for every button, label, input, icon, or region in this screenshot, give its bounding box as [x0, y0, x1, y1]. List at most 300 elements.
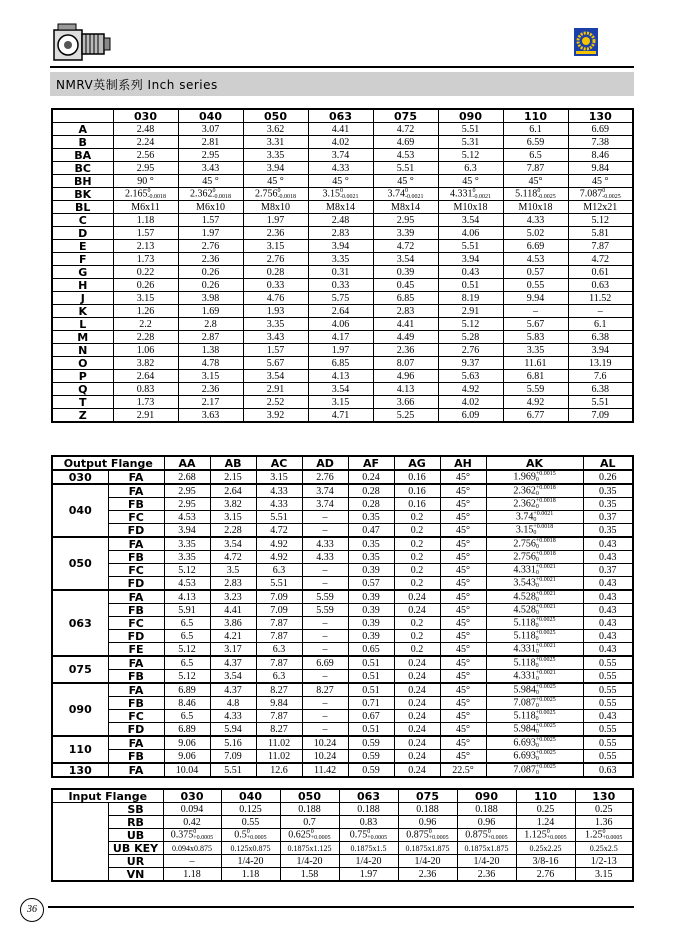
table-cell: 5.28 — [438, 331, 503, 344]
table-cell: 5.59 — [302, 604, 348, 617]
table-row — [52, 162, 633, 175]
table-cell: 0.24 — [394, 670, 440, 684]
table-row — [52, 470, 633, 484]
table-cell: 7.38 — [568, 136, 633, 149]
table-cell: 0.1875x1.875 — [457, 842, 516, 855]
table-cell: 2.83 — [308, 227, 373, 240]
table-cell: 45 ° — [178, 175, 243, 188]
row-label: SB — [108, 803, 163, 816]
row-label: BA — [52, 149, 113, 162]
table-cell: 4.69 — [373, 136, 438, 149]
table-cell: 0.39 — [373, 266, 438, 279]
tolerance-upper: +0.0021 — [535, 564, 556, 570]
table-cell: 4.72 — [256, 524, 302, 538]
company-logo-icon — [574, 28, 598, 56]
flange-label: FC — [108, 511, 164, 524]
size-group-label: 040 — [52, 484, 108, 537]
table-cell: 3.15 — [256, 470, 302, 484]
table-cell: – — [302, 710, 348, 723]
table-cell: 0.25 — [575, 803, 633, 816]
tolerance-upper: +0.0018 — [535, 498, 556, 504]
table-cell: 12.6 — [256, 763, 302, 777]
table-cell: 45 ° — [438, 175, 503, 188]
size-group-label: 030 — [52, 470, 108, 484]
tolerance — [536, 471, 556, 483]
table-row — [52, 551, 633, 564]
table-cell — [568, 188, 633, 201]
tolerance-upper: +0.0018 — [535, 538, 556, 544]
tolerance-upper: 0 — [405, 188, 408, 194]
column-header: 063 — [339, 789, 398, 803]
table-cell: 1.36 — [575, 816, 633, 829]
value-main: 0.625 — [288, 829, 311, 841]
table-cell: 1.18 — [221, 868, 280, 882]
table-cell: 5.51 — [373, 162, 438, 175]
table-cell: 3.63 — [178, 409, 243, 423]
table-cell: 4.8 — [210, 697, 256, 710]
table-cell: 0.51 — [438, 279, 503, 292]
table-cell: 2.36 — [178, 253, 243, 266]
table-cell — [486, 524, 583, 538]
column-header: AK — [486, 456, 583, 470]
table-cell: 7.09 — [256, 604, 302, 617]
tolerance-lower: -0.0021 — [405, 194, 424, 200]
table-cell: 4.33 — [302, 551, 348, 564]
row-label: BC — [52, 162, 113, 175]
table-cell: 4.71 — [308, 409, 373, 423]
tolerance-upper: +0.0021 — [535, 643, 556, 649]
table-cell: 4.92 — [438, 383, 503, 396]
value-main: 4.331 — [513, 643, 536, 655]
table-cell: 0.43 — [583, 643, 633, 657]
table-cell: 45° — [440, 577, 486, 591]
table-cell: 0.59 — [348, 736, 394, 750]
table-cell: 5.12 — [438, 149, 503, 162]
tolerance — [536, 564, 556, 576]
table-cell: 0.094 — [163, 803, 221, 816]
row-label: UB KEY — [108, 842, 163, 855]
table-cell: 0.71 — [348, 697, 394, 710]
tolerance-lower: -0.0025 — [537, 194, 556, 200]
table-cell — [486, 604, 583, 617]
row-label: E — [52, 240, 113, 253]
value-main: 6.693 — [513, 750, 536, 762]
table-cell: – — [503, 305, 568, 318]
table-cell: 4.06 — [438, 227, 503, 240]
tolerance-lower: +0.0005 — [367, 835, 388, 841]
tolerance-upper: +0.0018 — [533, 524, 554, 530]
table-cell: 5.12 — [164, 564, 210, 577]
table-cell: 3.43 — [243, 331, 308, 344]
table-cell: 2.28 — [113, 331, 178, 344]
tolerance-upper: +0.0025 — [535, 630, 556, 636]
row-label: A — [52, 123, 113, 136]
table-cell: 6.81 — [503, 370, 568, 383]
gear-motor-icon — [52, 22, 112, 64]
table-cell: 0.2 — [394, 551, 440, 564]
table-cell: 11.61 — [503, 357, 568, 370]
table-cell: 3.07 — [178, 123, 243, 136]
value-main: 4.331 — [450, 188, 473, 200]
table-cell: 4.41 — [308, 123, 373, 136]
tolerance — [148, 188, 167, 200]
value-main: 3.15 — [515, 524, 534, 536]
row-label: UB — [108, 829, 163, 842]
tolerance-lower: +0.0005 — [310, 835, 331, 841]
table-cell: 1.26 — [113, 305, 178, 318]
table-cell: 0.51 — [348, 683, 394, 697]
table-cell: 3.17 — [210, 643, 256, 657]
table-cell: 0.39 — [348, 564, 394, 577]
tolerance-lower: 0 — [535, 729, 539, 735]
table-cell: 5.16 — [210, 736, 256, 750]
tolerance-lower: +0.0005 — [487, 835, 508, 841]
input-flange-header: Input Flange — [52, 789, 163, 803]
table-cell: 6.5 — [503, 149, 568, 162]
table-cell: 2.95 — [164, 484, 210, 498]
table-cell: 0.35 — [348, 511, 394, 524]
output-flange-table — [51, 455, 634, 778]
table-cell — [339, 829, 398, 842]
tolerance — [340, 188, 359, 200]
table-cell: 0.2 — [394, 577, 440, 591]
tolerance — [536, 684, 556, 696]
tolerance-lower: 0 — [535, 756, 539, 762]
tolerance-upper: +0.0025 — [535, 723, 556, 729]
tolerance — [536, 697, 556, 709]
table-cell: 9.84 — [256, 697, 302, 710]
table-cell: 45° — [440, 736, 486, 750]
tolerance-upper: +0.0025 — [535, 764, 556, 770]
tolerance-upper: 0 — [487, 829, 491, 835]
table-cell: 0.35 — [583, 498, 633, 511]
flange-label: FA — [108, 656, 164, 670]
table-cell: 0.16 — [394, 484, 440, 498]
table-cell: 0.26 — [113, 279, 178, 292]
table-cell: 6.09 — [438, 409, 503, 423]
table-cell: 1.97 — [243, 214, 308, 227]
table-cell — [221, 829, 280, 842]
table-cell: 1.73 — [113, 396, 178, 409]
row-label: Z — [52, 409, 113, 423]
tolerance — [536, 643, 556, 655]
flange-label: FC — [108, 564, 164, 577]
table-cell: 0.43 — [583, 617, 633, 630]
table-cell: 0.2 — [394, 630, 440, 643]
table-cell: 5.02 — [503, 227, 568, 240]
table-cell: 0.28 — [348, 498, 394, 511]
value-main: 3.74 — [515, 511, 534, 523]
value-main: 0.375 — [170, 829, 194, 841]
tolerance-lower: 0 — [535, 491, 539, 497]
flange-label: FA — [108, 763, 164, 777]
column-header: 130 — [575, 789, 633, 803]
table-cell: 8.19 — [438, 292, 503, 305]
table-cell: 4.33 — [256, 484, 302, 498]
table-cell: 2.68 — [164, 470, 210, 484]
table-cell: 9.06 — [164, 736, 210, 750]
table-cell — [503, 188, 568, 201]
table-cell: 10.04 — [164, 763, 210, 777]
tolerance-upper: 0 — [310, 829, 314, 835]
table-row — [52, 763, 633, 777]
table-cell: 1.57 — [178, 214, 243, 227]
table-cell — [486, 511, 583, 524]
value-main: 1.125 — [524, 829, 547, 841]
table-cell: 0.2 — [394, 537, 440, 551]
table-cell: 0.63 — [568, 279, 633, 292]
table-row — [52, 683, 633, 697]
table-cell: 45° — [440, 524, 486, 538]
table-cell: 2.95 — [164, 498, 210, 511]
table-cell: M10x18 — [503, 201, 568, 214]
row-label: D — [52, 227, 113, 240]
value-main: 4.528 — [513, 591, 536, 603]
value-main: 0.75 — [349, 829, 368, 841]
tolerance — [536, 604, 556, 616]
table-row — [52, 855, 633, 868]
table-cell: 2.15 — [210, 470, 256, 484]
table-cell — [486, 750, 583, 764]
table-cell: 0.1875x1.875 — [398, 842, 457, 855]
table-cell: 5.12 — [164, 643, 210, 657]
value-main: 7.087 — [513, 764, 536, 776]
flange-label: FD — [108, 577, 164, 591]
table-cell: 5.51 — [256, 511, 302, 524]
table-cell: 0.2 — [394, 511, 440, 524]
tolerance — [537, 188, 556, 200]
flange-label: FD — [108, 630, 164, 643]
column-header: 075 — [398, 789, 457, 803]
tolerance — [536, 723, 556, 735]
table-row — [52, 577, 633, 591]
tolerance — [536, 498, 556, 510]
table-row — [52, 396, 633, 409]
table-cell: 0.26 — [178, 279, 243, 292]
table-cell: M12x21 — [568, 201, 633, 214]
value-main: 3.74 — [387, 188, 405, 200]
table-cell: 4.49 — [373, 331, 438, 344]
table-cell: – — [302, 617, 348, 630]
table-cell: 2.95 — [178, 149, 243, 162]
table-cell: 4.21 — [210, 630, 256, 643]
value-main: 5.984 — [513, 723, 536, 735]
table-cell — [486, 484, 583, 498]
table-cell: 3.54 — [210, 670, 256, 684]
table-cell: 45° — [440, 683, 486, 697]
table-cell: 4.72 — [373, 123, 438, 136]
table-cell — [486, 551, 583, 564]
column-header: AL — [583, 456, 633, 470]
table-cell: 8.46 — [164, 697, 210, 710]
table-cell: 45° — [440, 630, 486, 643]
table-cell: 45° — [440, 590, 486, 604]
table-cell: 3.54 — [438, 214, 503, 227]
tolerance-lower: -0.0018 — [277, 194, 296, 200]
table-cell: 5.12 — [438, 318, 503, 331]
table-cell: 45° — [440, 710, 486, 723]
table-cell: 2.24 — [113, 136, 178, 149]
tolerance — [603, 829, 623, 841]
table-cell: 6.1 — [568, 318, 633, 331]
column-header: AC — [256, 456, 302, 470]
page-title: NMRV英制系列 Inch series — [56, 78, 218, 92]
table-cell: 0.59 — [348, 763, 394, 777]
table-row — [52, 188, 633, 201]
table-cell — [486, 537, 583, 551]
table-cell: 8.07 — [373, 357, 438, 370]
table-cell: 1/4-20 — [398, 855, 457, 868]
row-label: B — [52, 136, 113, 149]
table-cell: 3.35 — [164, 551, 210, 564]
tolerance-lower: 0 — [533, 517, 537, 523]
table-cell: 3.15 — [243, 240, 308, 253]
table-cell: 5.67 — [503, 318, 568, 331]
table-cell: 0.51 — [348, 670, 394, 684]
table-cell: 0.65 — [348, 643, 394, 657]
table-cell: 1.97 — [308, 344, 373, 357]
table-cell: 11.02 — [256, 750, 302, 764]
row-label: BH — [52, 175, 113, 188]
value-main: 1.25 — [585, 829, 603, 841]
table-cell: 5.94 — [210, 723, 256, 737]
column-header: AG — [394, 456, 440, 470]
table-cell: 6.85 — [373, 292, 438, 305]
tolerance-upper: 0 — [212, 188, 216, 194]
table-cell: 0.16 — [394, 470, 440, 484]
table-cell: – — [302, 630, 348, 643]
table-cell: 1/2-13 — [575, 855, 633, 868]
table-cell: 4.13 — [164, 590, 210, 604]
table-cell: 45° — [440, 697, 486, 710]
tolerance — [488, 829, 508, 841]
table-cell: 0.83 — [339, 816, 398, 829]
tolerance-lower: 0 — [535, 477, 539, 483]
table-cell: 3.92 — [243, 409, 308, 423]
table-cell: 3.74 — [308, 149, 373, 162]
value-main: 5.118 — [513, 710, 536, 722]
table-cell: 0.55 — [583, 750, 633, 764]
flange-label: FA — [108, 537, 164, 551]
row-label: K — [52, 305, 113, 318]
table-cell — [486, 763, 583, 777]
table-cell — [486, 577, 583, 591]
table-cell: 0.22 — [113, 266, 178, 279]
table-cell: 0.24 — [394, 723, 440, 737]
table-cell: 5.51 — [256, 577, 302, 591]
tolerance-upper: 0 — [193, 829, 197, 835]
table-cell: 3.15 — [113, 292, 178, 305]
flange-label: FB — [108, 551, 164, 564]
table-cell: 6.59 — [503, 136, 568, 149]
table-cell: 6.5 — [164, 630, 210, 643]
table-row — [52, 136, 633, 149]
table-cell: 45° — [440, 537, 486, 551]
table-cell: 2.13 — [113, 240, 178, 253]
table-cell — [178, 188, 243, 201]
flange-label: FA — [108, 484, 164, 498]
table-cell: 1.73 — [113, 253, 178, 266]
table-cell: 45° — [440, 498, 486, 511]
table-cell: 0.188 — [280, 803, 339, 816]
table-cell: 2.91 — [438, 305, 503, 318]
table-row — [52, 829, 633, 842]
blank-cell — [52, 803, 108, 882]
tolerance — [193, 829, 213, 841]
table-cell: 3.54 — [243, 370, 308, 383]
tolerance — [547, 829, 567, 841]
table-cell: 0.25 — [516, 803, 575, 816]
tolerance — [536, 764, 556, 776]
table-cell: 4.02 — [438, 396, 503, 409]
table-cell: 0.31 — [308, 266, 373, 279]
column-header: 040 — [221, 789, 280, 803]
table-cell: 45° — [440, 551, 486, 564]
table-cell: 2.81 — [178, 136, 243, 149]
table-row — [52, 331, 633, 344]
tolerance — [213, 188, 232, 200]
table-cell: 1/4-20 — [221, 855, 280, 868]
value-main: 5.118 — [513, 657, 536, 669]
table-cell: 3.94 — [308, 240, 373, 253]
page-number: 36 — [20, 898, 44, 922]
table-cell: 3.31 — [243, 136, 308, 149]
tolerance — [536, 551, 556, 563]
table-cell: 4.72 — [210, 551, 256, 564]
table-cell: 0.35 — [348, 551, 394, 564]
table-cell: 2.17 — [178, 396, 243, 409]
table-cell: 5.81 — [568, 227, 633, 240]
table-cell: 0.96 — [457, 816, 516, 829]
table-cell: 1.57 — [113, 227, 178, 240]
table-cell: 45° — [503, 175, 568, 188]
table-cell — [486, 683, 583, 697]
table-cell: 5.31 — [438, 136, 503, 149]
tolerance-lower: 0 — [535, 583, 539, 589]
table-cell: 0.2 — [394, 564, 440, 577]
table-cell: 1.24 — [516, 816, 575, 829]
value-main: 2.756 — [255, 188, 278, 200]
flange-label: FB — [108, 498, 164, 511]
table-cell: 0.43 — [583, 604, 633, 617]
value-main: 2.756 — [513, 538, 536, 550]
table-cell: 0.26 — [583, 470, 633, 484]
table-cell: 5.75 — [308, 292, 373, 305]
table-cell: 0.47 — [348, 524, 394, 538]
value-main: 3.543 — [513, 577, 536, 589]
table-cell: 3.5 — [210, 564, 256, 577]
table-cell: 2.64 — [308, 305, 373, 318]
tolerance — [473, 188, 492, 200]
column-header: AH — [440, 456, 486, 470]
tolerance-upper: +0.0018 — [535, 551, 556, 557]
table-cell: 0.37 — [583, 564, 633, 577]
inch-dimension-table — [51, 108, 634, 423]
table-cell: 3.15 — [308, 396, 373, 409]
tolerance-lower: 0 — [535, 570, 539, 576]
tolerance-lower: -0.0018 — [212, 194, 231, 200]
tolerance-lower: 0 — [535, 557, 539, 563]
column-header: 130 — [568, 109, 633, 123]
table-cell: 2.76 — [302, 470, 348, 484]
table-cell: 0.2 — [394, 643, 440, 657]
table-cell: 5.51 — [568, 396, 633, 409]
table-cell: – — [302, 577, 348, 591]
tolerance-upper: +0.0015 — [535, 471, 556, 477]
value-main: 5.118 — [513, 630, 536, 642]
table-cell — [486, 470, 583, 484]
table-cell: 6.77 — [503, 409, 568, 423]
